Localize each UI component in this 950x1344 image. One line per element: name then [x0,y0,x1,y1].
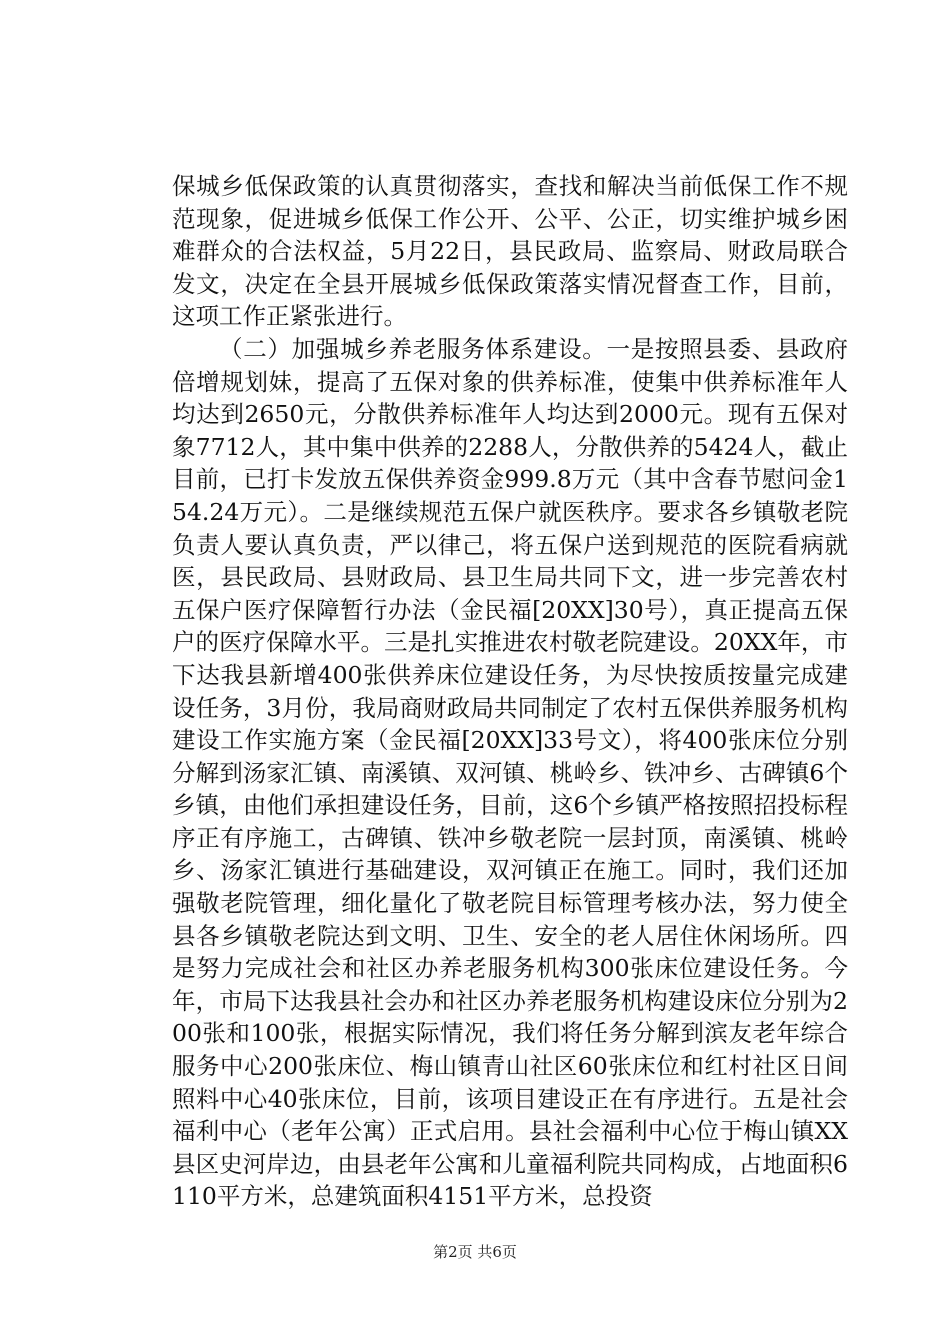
paragraph-continuation: 保城乡低保政策的认真贯彻落实，查找和解决当前低保工作不规范现象，促进城乡低保工作公开、公平、公正，切实维护城乡困难群众的合法权益，5月22日，县民政局、监察局、财政局联合发文，决定在全县开展城乡低保政策落实情况督查工作，目前，这项工作正紧张进行。 [172,172,848,331]
page-footer [0,1242,950,1262]
page-number: 第2页 共6页 [433,1243,517,1261]
paragraph-elderly-care: （二）加强城乡养老服务体系建设。一是按照县委、县政府倍增规划妹，提高了五保对象的供养标准，使集中供养标准年人均达到2650元，分散供养标准年人均达到2000元。现有五保对象7712人，其中集中供养的2288人，分散供养的5424人，截止目前，已打卡发放五保供养资金999.8万元（其中含春节慰问金154.24万元）。二是继续规范五保户就医秩序。要求各乡镇敬老院负责人要认真负责，严以律己，将五保户送到规范的医院看病就医，县民政局、县财政局、县卫生局共同下文，进一步完善农村五保户医疗保障暂行办法（金民福[20XX]30号），真正提高五保户的医疗保障水平。三是扎实推进农村敬老院建设。20XX年，市下达我县新增400张供养床位建设任务，为尽快按质按量完成建设任务，3月份，我局商财政局共同制定了农村五保供养服务机构建设工作实施方案（金民福[20XX]33号文），将400张床位分别分解到汤家汇镇、南溪镇、双河镇、桃岭乡、铁冲乡、古碑镇6个乡镇，由他们承担建设任务，目前，这6个乡镇严格按照招投标程序正有序施工，古碑镇、铁冲乡敬老院一层封顶，南溪镇、桃岭乡、汤家汇镇进行基础建设，双河镇正在施工。同时，我们还加强敬老院管理，细化量化了敬老院目标管理考核办法，努力使全县各乡镇敬老院达到文明、卫生、安全的老人居住休闲场所。四是努力完成社会和社区办养老服务机构300张床位建设任务。今年，市局下达我县社会办和社区办养老服务机构建设床位分别为200张和100张，根据实际情况，我们将任务分解到滨友老年综合服务中心200张床位、梅山镇青山社区60张床位和红村社区日间照料中心40张床位，目前，该项目建设正在有序进行。五是社会福利中心（老年公寓）正式启用。县社会福利中心位于梅山镇XX县区史河岸边，由县老年公寓和儿童福利院共同构成，占地面积6110平方米，总建筑面积4151平方米，总投资 [172,334,848,1211]
document-body [172,170,848,1213]
